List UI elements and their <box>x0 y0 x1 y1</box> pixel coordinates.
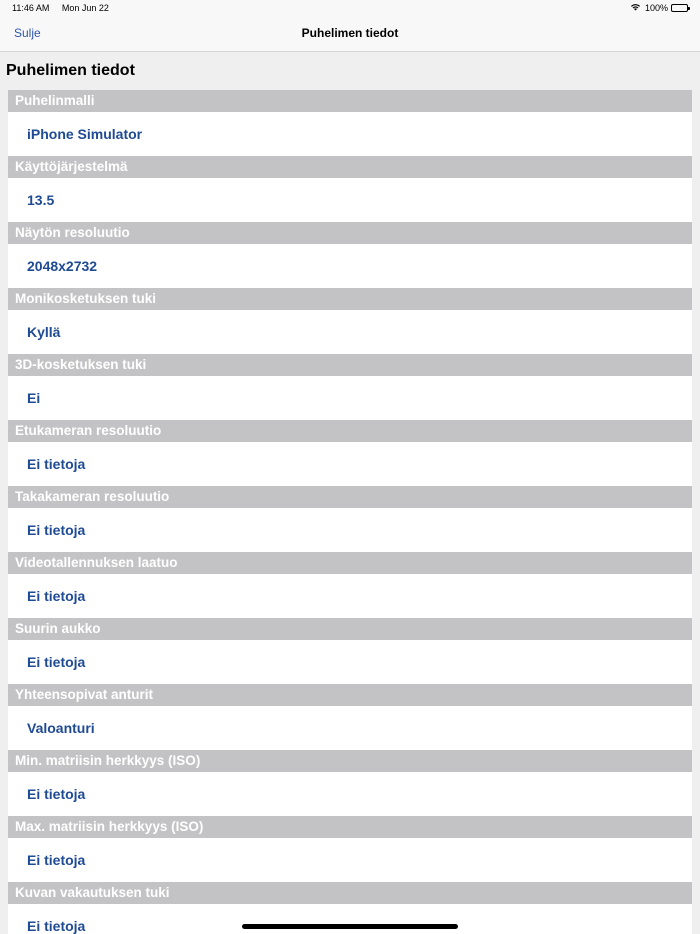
status-time: 11:46 AM <box>12 3 50 13</box>
section-value: Ei <box>8 376 692 420</box>
section-header: Näytön resoluutio <box>8 222 692 244</box>
nav-title: Puhelimen tiedot <box>301 26 399 40</box>
list-section <box>8 420 692 486</box>
list-section <box>8 684 692 750</box>
section-header: Videotallennuksen laatuo <box>8 552 692 574</box>
close-button[interactable]: Sulje <box>14 26 41 40</box>
page-title: Puhelimen tiedot <box>6 62 135 79</box>
section-header: Monikosketuksen tuki <box>8 288 692 310</box>
section-header: Min. matriisin herkkyys (ISO) <box>8 750 692 772</box>
section-value: Ei tietoja <box>8 508 692 552</box>
nav-bar <box>0 16 700 52</box>
section-header: Käyttöjärjestelmä <box>8 156 692 178</box>
section-header: 3D-kosketuksen tuki <box>8 354 692 376</box>
status-right <box>630 3 688 13</box>
section-value: Valoanturi <box>8 706 692 750</box>
section-header: Yhteensopivat anturit <box>8 684 692 706</box>
list-section <box>8 156 692 222</box>
section-value: Ei tietoja <box>8 442 692 486</box>
section-header: Kuvan vakautuksen tuki <box>8 882 692 904</box>
section-header: Etukameran resoluutio <box>8 420 692 442</box>
status-bar <box>0 0 700 16</box>
battery-percent: 100% <box>644 3 668 13</box>
section-value: Ei tietoja <box>8 838 692 882</box>
section-value: Kyllä <box>8 310 692 354</box>
home-indicator[interactable] <box>242 924 458 929</box>
list-section <box>8 486 692 552</box>
list-section <box>8 354 692 420</box>
section-value: Ei tietoja <box>8 904 692 934</box>
section-header: Max. matriisin herkkyys (ISO) <box>8 816 692 838</box>
list-section <box>8 222 692 288</box>
section-value: 13.5 <box>8 178 692 222</box>
section-header: Suurin aukko <box>8 618 692 640</box>
battery-icon <box>671 4 688 12</box>
info-list <box>8 90 692 934</box>
list-section <box>8 618 692 684</box>
section-value: 2048x2732 <box>8 244 692 288</box>
section-value: Ei tietoja <box>8 640 692 684</box>
section-value: Ei tietoja <box>8 772 692 816</box>
section-header: Puhelinmalli <box>8 90 692 112</box>
status-left <box>12 3 119 13</box>
list-section <box>8 90 692 156</box>
section-value: Ei tietoja <box>8 574 692 618</box>
list-section <box>8 288 692 354</box>
list-section <box>8 816 692 882</box>
section-value: iPhone Simulator <box>8 112 692 156</box>
section-header: Takakameran resoluutio <box>8 486 692 508</box>
wifi-icon <box>630 3 641 13</box>
list-section <box>8 552 692 618</box>
status-date: Mon Jun 22 <box>61 3 109 13</box>
list-section <box>8 750 692 816</box>
